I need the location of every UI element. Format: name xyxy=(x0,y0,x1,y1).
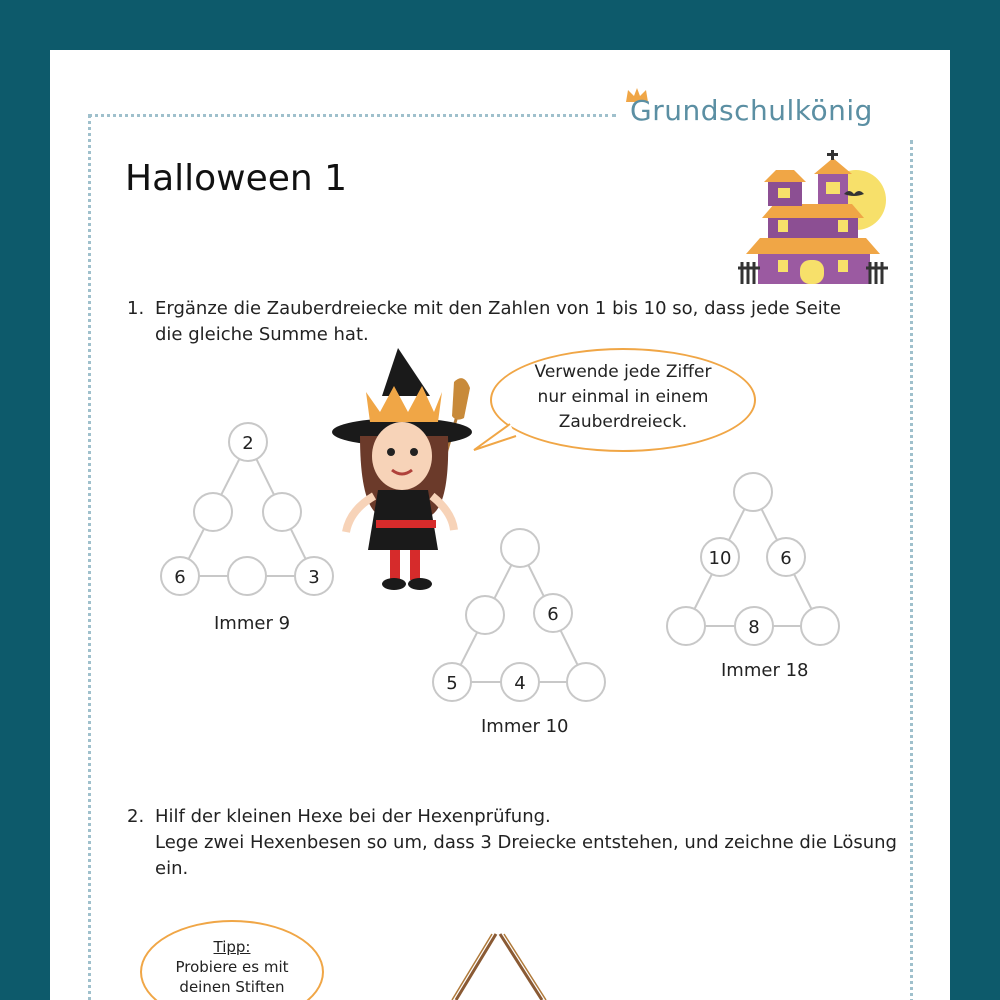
task-2-line-1: Hilf der kleinen Hexe bei der Hexenprüfung. xyxy=(155,806,551,827)
triangle-1-caption: Immer 9 xyxy=(214,613,291,634)
tip-speech-bubble xyxy=(140,920,324,1000)
triangle-1-top-value: 2 xyxy=(242,433,254,454)
triangle-3-node-bottom-mid[interactable] xyxy=(735,607,773,645)
triangle-2-node-right-mid[interactable] xyxy=(534,594,572,632)
triangle-3-node-bottom-left[interactable] xyxy=(667,607,705,645)
triangle-1-node-bottom-left[interactable] xyxy=(161,557,199,595)
triangle-1-node-left-mid[interactable] xyxy=(194,493,232,531)
triangle-3-caption: Immer 18 xyxy=(721,660,809,681)
task-1-number: 1. xyxy=(127,298,145,319)
task-1-text: Ergänze die Zauberdreiecke mit den Zahlen von 1 bis 10 so, dass jede Seite die gleiche Summe hat. xyxy=(155,298,841,345)
hint-line-2: nur einmal in einem xyxy=(537,387,709,407)
triangle-2-right-mid-value: 6 xyxy=(547,604,559,625)
dotted-border-top xyxy=(88,114,616,117)
magic-triangle-2 xyxy=(430,526,610,706)
triangle-1-bottom-right-value: 3 xyxy=(308,567,320,588)
hint-line-1: Verwende jede Ziffer xyxy=(534,362,712,382)
speech-bubble-tail xyxy=(470,420,520,460)
triangle-3-node-right-mid[interactable] xyxy=(767,538,805,576)
task-1 xyxy=(127,296,867,348)
triangle-3-node-bottom-right[interactable] xyxy=(801,607,839,645)
brand-logo: Grundschulkönig xyxy=(630,94,873,127)
magic-triangle-3 xyxy=(664,470,844,650)
haunted-house-icon xyxy=(738,150,888,285)
tip-heading: Tipp: xyxy=(213,938,251,956)
worksheet xyxy=(50,50,950,1000)
triangle-1-node-bottom-right[interactable] xyxy=(295,557,333,595)
page-title: Halloween 1 xyxy=(125,158,348,199)
triangle-2-node-bottom-right[interactable] xyxy=(567,663,605,701)
task-2 xyxy=(127,804,907,882)
triangle-3-node-top[interactable] xyxy=(734,473,772,511)
triangle-3-node-left-mid[interactable] xyxy=(701,538,739,576)
triangle-2-node-left-mid[interactable] xyxy=(466,596,504,634)
triangle-1-bottom-left-value: 6 xyxy=(174,567,186,588)
triangle-2-node-bottom-left[interactable] xyxy=(433,663,471,701)
dotted-border-right xyxy=(910,140,913,1000)
hint-line-3: Zauberdreieck. xyxy=(558,412,688,432)
triangle-3-left-mid-value: 10 xyxy=(708,548,732,569)
task-2-line-2: Lege zwei Hexenbesen so um, dass 3 Dreiecke entstehen, und zeichne die Lösung ein. xyxy=(155,832,897,879)
tip-line-1: Probiere es mit xyxy=(175,958,289,976)
broom-triangle-figure[interactable] xyxy=(450,930,560,1000)
triangle-3-right-mid-value: 6 xyxy=(780,548,792,569)
task-2-number: 2. xyxy=(127,806,145,827)
triangle-2-node-bottom-mid[interactable] xyxy=(501,663,539,701)
triangle-1-node-right-mid[interactable] xyxy=(263,493,301,531)
triangle-2-bottom-mid-value: 4 xyxy=(514,673,526,694)
tip-line-2: deinen Stiften xyxy=(179,978,285,996)
triangle-2-caption: Immer 10 xyxy=(481,716,569,737)
triangle-3-bottom-mid-value: 8 xyxy=(748,617,760,638)
triangle-2-node-top[interactable] xyxy=(501,529,539,567)
magic-triangle-1 xyxy=(158,420,338,600)
triangle-2-bottom-left-value: 5 xyxy=(446,673,458,694)
hint-speech-bubble xyxy=(490,348,756,452)
dotted-border-left xyxy=(88,114,91,1000)
triangle-1-node-bottom-mid[interactable] xyxy=(228,557,266,595)
triangle-1-node-top[interactable] xyxy=(229,423,267,461)
